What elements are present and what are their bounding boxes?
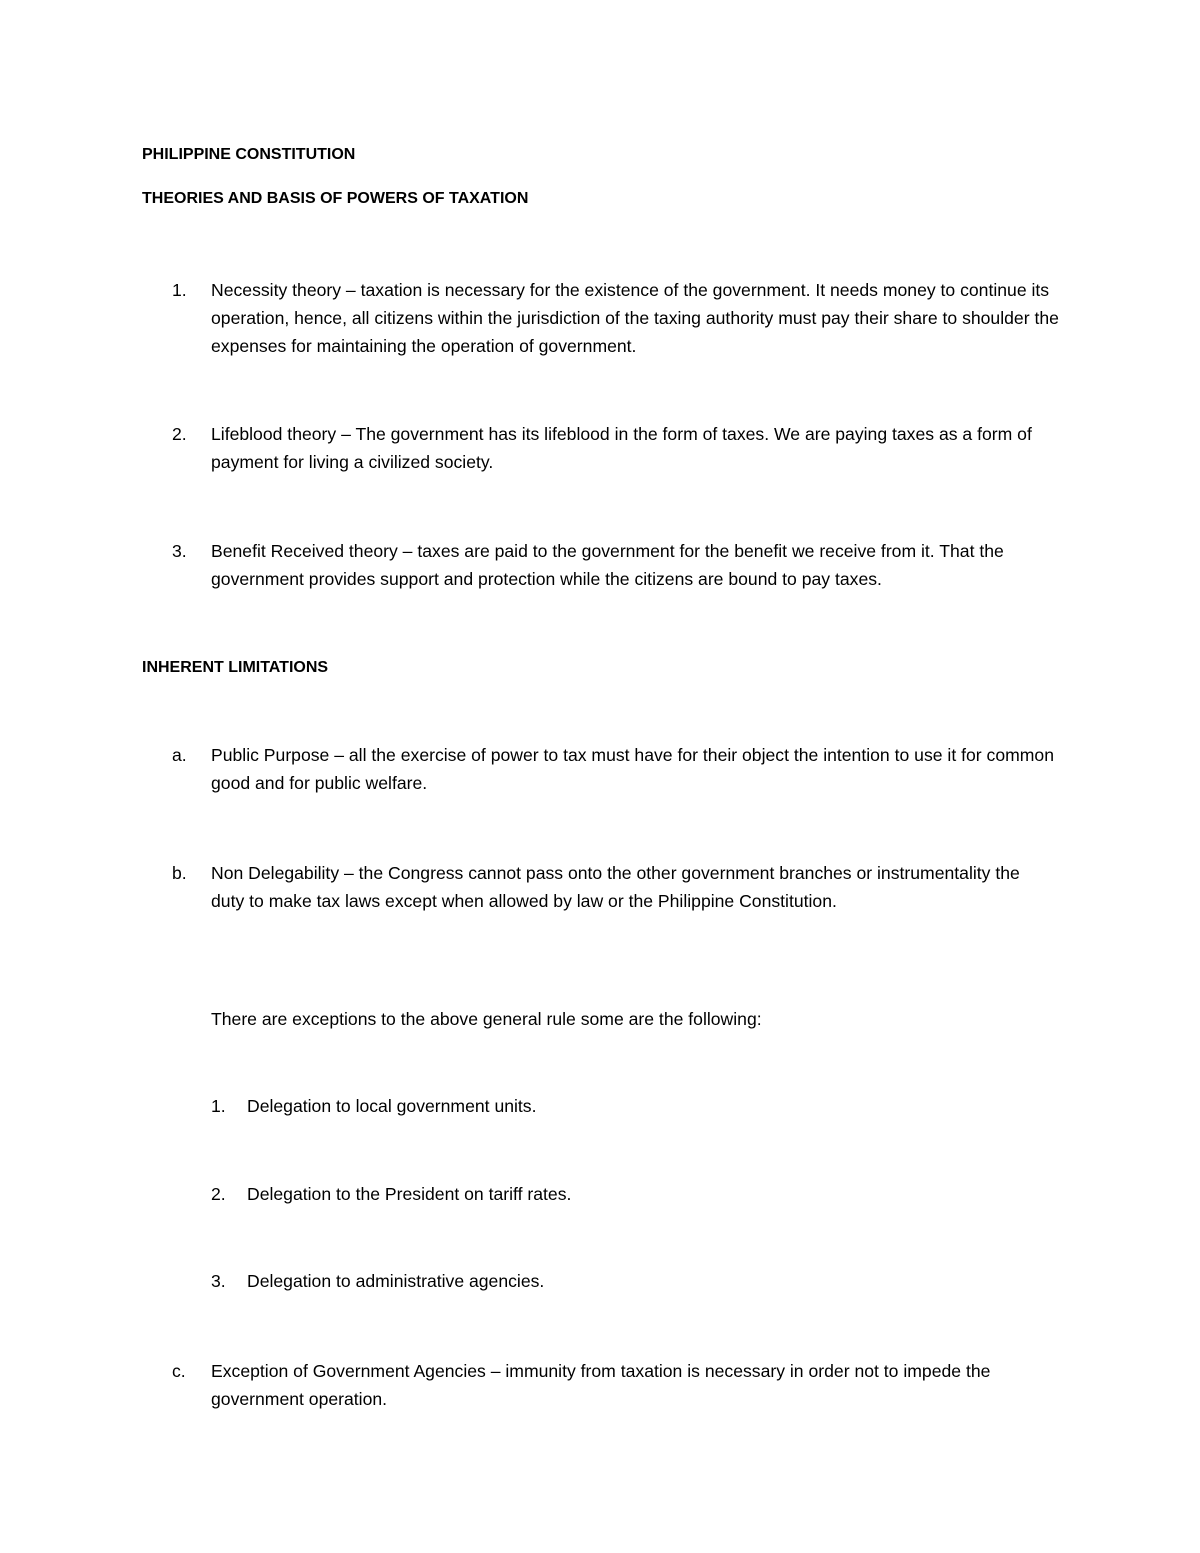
list-marker: 3. xyxy=(211,1271,226,1291)
section-heading-limitations: INHERENT LIMITATIONS xyxy=(142,659,329,676)
list-marker: 2. xyxy=(172,424,187,444)
list-item-text: Benefit Received theory – taxes are paid to the government for the benefit we receive from it. That the government provides support and protection while the citizens are bound to pay taxes. xyxy=(211,541,1004,589)
list-marker: 3. xyxy=(172,541,187,561)
list-item-text: Lifeblood theory – The government has its lifeblood in the form of taxes. We are paying taxes as a form of payment for living a civilized society. xyxy=(211,424,1032,472)
list-item-text: Public Purpose – all the exercise of power to tax must have for their object the intention to use it for common good and for public welfare. xyxy=(211,745,1054,793)
list-item-text: Non Delegability – the Congress cannot pass onto the other government branches or instrumentality the duty to make tax laws except when allowed by law or the Philippine Constitution. xyxy=(211,863,1020,911)
list-item-exception xyxy=(211,1267,911,1295)
list-item-limitation xyxy=(172,1357,1072,1413)
list-marker: a. xyxy=(172,745,187,765)
list-item-text: Delegation to local government units. xyxy=(247,1096,537,1116)
document-title: PHILIPPINE CONSTITUTION xyxy=(142,146,356,163)
list-item-theory xyxy=(172,420,1062,476)
list-item-text: Necessity theory – taxation is necessary for the existence of the government. It needs money to continue its operation, hence, all citizens within the jurisdiction of the taxing authority must pay their share to shoulder the expenses for maintaining the operation of government. xyxy=(211,280,1059,356)
list-item-theory xyxy=(172,276,1062,360)
list-item-text: Delegation to administrative agencies. xyxy=(247,1271,545,1291)
list-marker: c. xyxy=(172,1361,186,1381)
list-marker: 1. xyxy=(211,1096,226,1116)
list-item-text: Exception of Government Agencies – immunity from taxation is necessary in order not to impede the government operation. xyxy=(211,1361,991,1409)
list-item-exception xyxy=(211,1092,911,1120)
list-marker: 2. xyxy=(211,1184,226,1204)
list-item-text: Delegation to the President on tariff rates. xyxy=(247,1184,572,1204)
list-marker: b. xyxy=(172,863,187,883)
exceptions-intro: There are exceptions to the above general rule some are the following: xyxy=(211,1009,762,1029)
list-marker: 1. xyxy=(172,280,187,300)
list-item-limitation xyxy=(172,859,1032,915)
section-heading-theories: THEORIES AND BASIS OF POWERS OF TAXATION xyxy=(142,190,529,207)
list-item-exception xyxy=(211,1180,911,1208)
list-item-theory xyxy=(172,537,1062,593)
list-item-limitation xyxy=(172,741,1072,797)
